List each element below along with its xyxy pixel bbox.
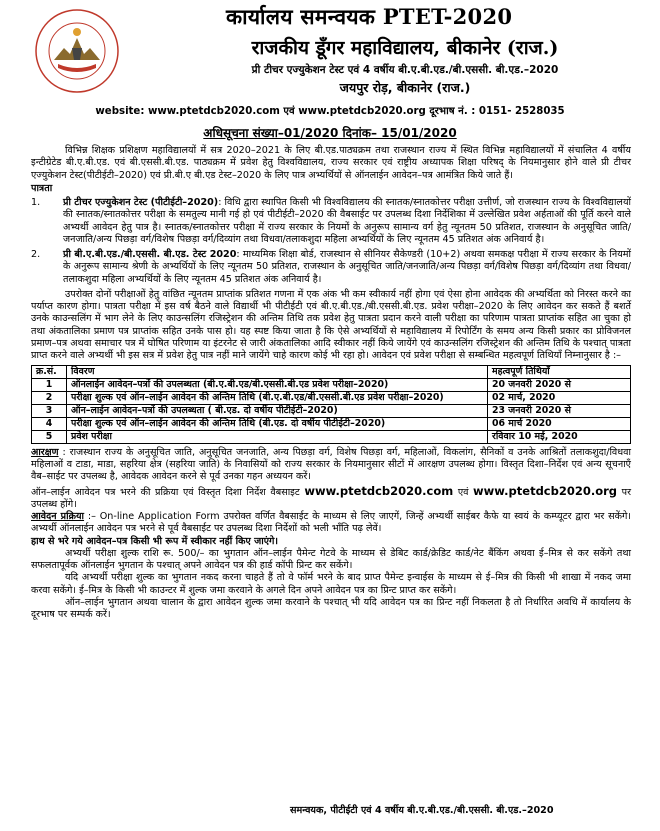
row-desc: परीक्षा शुल्क एवं ऑन–लाईन आवेदन की अन्तिम तिथि (बी.ए.बी.एड/बी.एससी.बी.एड प्रवेश परीक्षा–2020) bbox=[67, 391, 488, 404]
row-sn: 2 bbox=[32, 391, 67, 404]
row-date: रविवार 10 मई, 2020 bbox=[488, 430, 631, 443]
contact-line: website: www.ptetdcb2020.com एवं www.ptetdcb2020.org दूरभाष नं. : 0151- 2528035 bbox=[95, 106, 565, 117]
table-row bbox=[32, 417, 631, 430]
notification-number: अधिसूचना संख्या–01/2020 दिनांक– 15/01/2020 bbox=[203, 126, 457, 140]
row-sn: 1 bbox=[32, 378, 67, 391]
row-sn: 3 bbox=[32, 404, 67, 417]
row-desc: ऑन–लाईन आवेदन–पत्रों की उपलब्धता ( बी.एड. दो वर्षीय पीटीईटी–2020) bbox=[67, 404, 488, 417]
table-row bbox=[32, 404, 631, 417]
item-number: 2. bbox=[31, 249, 41, 261]
item-desc: : विधि द्वारा स्थापित किसी भी विश्वविद्यालय की स्नातक/स्नातकोत्तर परीक्षा उत्तीर्ण, जो राजस्थान राज्य के विश्वविद्यालयों की स्नातक/स्नातकोत्तर परीक्षा के समतुल्य मानी गई हो एवं पीटीईटी–2020 की वैबसाईट पर उपलब्ध दिशा निर्देशिका में उल्लेखित प्रवेश अर्हताओं की पूर्ति करने वाले अभ्यर्थी आवेदन हेतु पात्र है। स्नातक/स्नातकोत्तर परीक्षा में राज्य सरकार के नियमों के अनुरूप सामान्य वर्ग हेतु न्यूनतम 50 प्रतिशत, राजस्थान के अनुसूचित जाति/जनजाति/अन्य पिछड़ा वर्ग/विशेष पिछड़ा वर्ग/दिव्यांग तथा विधवा/तलाकशुदा महिला अभ्यर्थियों के लिए न्यूनतम 45 प्रतिशत अंक अनिवार्य है। bbox=[63, 197, 631, 245]
college-name: राजकीय डूँगर महाविद्यालय, बीकानेर (राज.) bbox=[251, 37, 559, 59]
row-date: 06 मार्च 2020 bbox=[488, 417, 631, 430]
row-date: 23 जनवरी 2020 से bbox=[488, 404, 631, 417]
eligibility-heading: पात्रता bbox=[31, 182, 53, 194]
college-address: जयपुर रोड़, बीकानेर (राज.) bbox=[339, 80, 471, 95]
procedure-label: आवेदन प्रक्रिया bbox=[31, 511, 85, 523]
college-logo bbox=[34, 8, 120, 94]
row-desc: ऑनलाईन आवेदन–पत्रों की उपलब्धता (बी.ए.बी.एड/बी.एससी.बी.एड प्रवेश परीक्षा–2020) bbox=[67, 378, 488, 391]
cash-paragraph: यदि अभ्यर्थी परीक्षा शुल्क का भुगतान नकद करना चाहते हैं तो वे फॉर्म भरने के बाद प्राप्त पैमेन्ट इन्वाईस के माध्यम से ई–मित्र की किसी भी शाखा में नकद जमा करवा सकेंगे। ई–मित्र के किसी भी काउन्टर में शुल्क जमा करवाने के अगले दिन अपने आवेदन पत्र का प्रिन्ट प्राप्त कर सकेंगे। bbox=[31, 572, 631, 596]
website-link-org[interactable]: www.ptetdcb2020.org bbox=[473, 483, 618, 498]
col-header-date: महत्वपूर्ण तिथियाँ bbox=[488, 365, 631, 378]
item-desc: : माध्यमिक शिक्षा बोर्ड, राजस्थान से सीनियर सैकेण्डरी (10+2) अथवा समकक्ष परीक्षा में राज्य सरकार के नियमों के अनुरूप सामान्य श्रेणी के अभ्यर्थियों के लिए न्यूनतम 50 प्रतिशत, राजस्थान के अनुसूचित जाति/जनजाति/अन्य पिछड़ा वर्ग/विशेष पिछड़ा वर्ग/दिव्यांग तथा विधवा/तलाकशुदा महिला अभ्यर्थियों के लिए न्यूनतम 45 प्रतिशत अंक अनिवार्य है। bbox=[63, 249, 631, 285]
signature-line: समन्वयक, पीटीईटी एवं 4 वर्षीय बी.ए.बी.एड./बी.एससी. बी.एड.–2020 bbox=[290, 805, 554, 816]
row-date: 02 मार्च, 2020 bbox=[488, 391, 631, 404]
reservation-text: : राजस्थान राज्य के अनुसूचित जाति, अनुसूचित जनजाति, अन्य पिछड़ा वर्ग, विशेष पिछड़ा वर्ग, महिलाओं, विकलांग, सैनिकों व उनके आश्रितों तलाकशुदा/विधवा महिलाओं व टाडा, माडा, सहरिया क्षेत्र (सहरिया जाति) के निवासियों को राज्य सरकार के नियमानुसार सीटों में आरक्षण उपलब्ध होगा। विस्तृत दिशा–निर्देश एवं अन्य सूचनाएँ वैब–साईट पर उपलब्ध है, आवेदक आवेदन करने से पूर्व उनका गहन अध्ययन करें। bbox=[31, 446, 631, 483]
item-title: प्री टीचर एज्युकेशन टेस्ट (पीटीईटी–2020) bbox=[63, 197, 219, 209]
print-paragraph: ऑन–लाईन भुगतान अथवा चालान के द्वारा आवेदन शुल्क जमा करवाने के पश्चात् भी यदि आवेदन पत्र का प्रिन्ट नहीं निकलता है तो निर्धारित अवधि में कार्यालय के दूरभाष पर सम्पर्क करें। bbox=[31, 596, 631, 621]
exam-name: प्री टीचर एज्युकेशन टेस्ट एवं 4 वर्षीय बी.ए.बी.एड./बी.एससी. बी.एड.–2020 bbox=[251, 64, 559, 76]
website-link-com[interactable]: www.ptetdcb2020.com bbox=[304, 483, 454, 498]
table-row bbox=[32, 430, 631, 443]
item-number: 1. bbox=[31, 197, 41, 209]
row-sn: 4 bbox=[32, 417, 67, 430]
item-text bbox=[63, 197, 631, 246]
office-title: कार्यालय समन्वयक PTET-2020 bbox=[226, 4, 513, 29]
procedure-text: :– On-line Application Form उपरोक्त वर्णित वैबसाईट के माध्यम से लिए जाएगें, जिन्हें अभ्यर्थी साईबर कैफे या स्वयं के कम्प्यूटर द्वारा भर सकेंगे। अभ्यर्थी ऑनलाईन आवेदन पत्र भरने से पूर्व वैबसाईट पर उपलब्ध दिशा निर्देशों को भली भाँति पढ़ लेवें। bbox=[31, 511, 631, 535]
warning-line: हाथ से भरे गये आवेदन–पत्र किसी भी रूप में स्वीकार नहीं किए जाएंगे। bbox=[31, 535, 279, 547]
website-mid: एवं bbox=[457, 486, 469, 498]
reservation-paragraph bbox=[31, 447, 631, 484]
item-text bbox=[63, 249, 631, 286]
reservation-label: आरक्षण bbox=[31, 446, 59, 458]
eligibility-item bbox=[31, 197, 631, 246]
note-paragraph: उपरोक्त दोनों परीक्षाओं हेतु वांछित न्यूनतम प्राप्तांक प्रतिशत गणना में एक अंक भी कम स्वीकार्य नहीं होगा एवं ऐसा होना आवेदक की अभ्यर्थिता को निरस्त करने का पर्याप्त कारण होगा। पात्रता परीक्षा में इस वर्ष बैठने वाले विद्यार्थी भी पीटीईटी एवं बी.ए.बी.एड./बी.एससी.बी.एड. प्रवेश परीक्षा–2020 के लिए आवेदन कर सकते हैं बशर्ते उनके काउन्सलिंग में भाग लेने के लिए काउन्सलिंग रजिस्ट्रेशन की अन्तिम तिथि तक प्रवेश हेतु पात्रता प्रदान करने वाली परीक्षा का परिणाम पात्रता प्राप्तांक सहित आ चुका हो तथा अंकतालिका प्रमाण पत्र प्राप्तांक सहित उनके पास हो। यह स्पष्ट किया जाता है कि ऐसे अभ्यर्थियों से महाविद्यालय में रिपोर्टिंग के समय अन्य किसी प्रकार का प्रोविजनल प्रमाण–पत्र अथवा समाचार पत्र में घोषित परिणाम या इंटरनेट से जारी अंकतालिका आदि स्वीकार नहीं किये जायेंगे एवं काउन्सलिंग रजिस्ट्रेशन की अन्तिम तिथि के पश्चात् पात्रता प्राप्त करने वाले अभ्यर्थी भी इस सत्र में प्रवेश हेतु पात्र नहीं माने जायेंगे चाहे कारण कोई भी रहा हो। आवेदन एवं प्रवेश परीक्षा से सम्बन्धित महत्वपूर्ण तिथियाँ निम्नानुसार है :– bbox=[31, 288, 631, 362]
website-suffix: पर उपलब्ध होंगे। bbox=[31, 486, 632, 510]
row-sn: 5 bbox=[32, 430, 67, 443]
row-desc: प्रवेश परीक्षा bbox=[67, 430, 488, 443]
website-prefix: ऑन–लाईन आवेदन पत्र भरने की प्रक्रिया एवं विस्तृत दिशा निर्देश वैबसाइट bbox=[31, 486, 300, 498]
table-header-row bbox=[32, 365, 631, 378]
fee-paragraph: अभ्यर्थी परीक्षा शुल्क राशि रू. 500/– का भुगतान ऑन–लाईन पैमेन्ट गेटवे के माध्यम से डेबिट कार्ड/क्रेडिट कार्ड/नेट बैंकिंग अथवा ई–मित्र से कर सकेंगे तथा सफलतापूर्वक ऑनलाईन भुगतान के पश्चात् अपने आवेदन पत्र की हार्ड कॉपी प्रिन्ट कर सकेंगे। bbox=[31, 547, 631, 572]
eligibility-item bbox=[31, 249, 631, 286]
notice-body bbox=[31, 145, 631, 621]
col-header-desc: विवरण bbox=[67, 365, 488, 378]
col-header-sn: क्र.सं. bbox=[32, 365, 67, 378]
table-row bbox=[32, 391, 631, 404]
table-row bbox=[32, 378, 631, 391]
item-title: प्री बी.ए.बी.एड./बी.एससी. बी.एड. टेस्ट 2020 bbox=[63, 249, 237, 261]
schedule-table bbox=[31, 365, 631, 444]
website-paragraph bbox=[31, 484, 631, 512]
row-desc: परीक्षा शुल्क एवं ऑन–लाईन आवेदन की अन्तिम तिथि (बी.एड. दो वर्षीय पीटीईटी–2020) bbox=[67, 417, 488, 430]
procedure-paragraph bbox=[31, 511, 631, 536]
row-date: 20 जनवरी 2020 से bbox=[488, 378, 631, 391]
intro-paragraph: विभिन्न शिक्षक प्रशिक्षण महाविद्यालयों में सत्र 2020–2021 के लिए बी.एड.पाठ्यक्रम तथा राजस्थान राज्य में स्थित विभिन्न महाविद्यालयों में संचालित 4 वर्षीय इन्टीग्रेटेड बी.ए.बी.एड. एवं बी.एससी.बी.एड. पाठ्यक्रम में प्रवेश हेतु विश्वविद्यालय, राज्य सरकार एवं राष्ट्रीय अध्यापक शिक्षा परिषद् के नियमानुसार होने वाले प्री टीचर एज्युकेशन टेस्ट(पीटीईटी–2020) एवं प्री.बी.ए बी.एड टेस्ट–2020 के लिए पात्र अभ्यर्थियों से ऑनलाईन आवेदन–पत्र आमंत्रित किये जाते हैं। bbox=[31, 145, 631, 181]
